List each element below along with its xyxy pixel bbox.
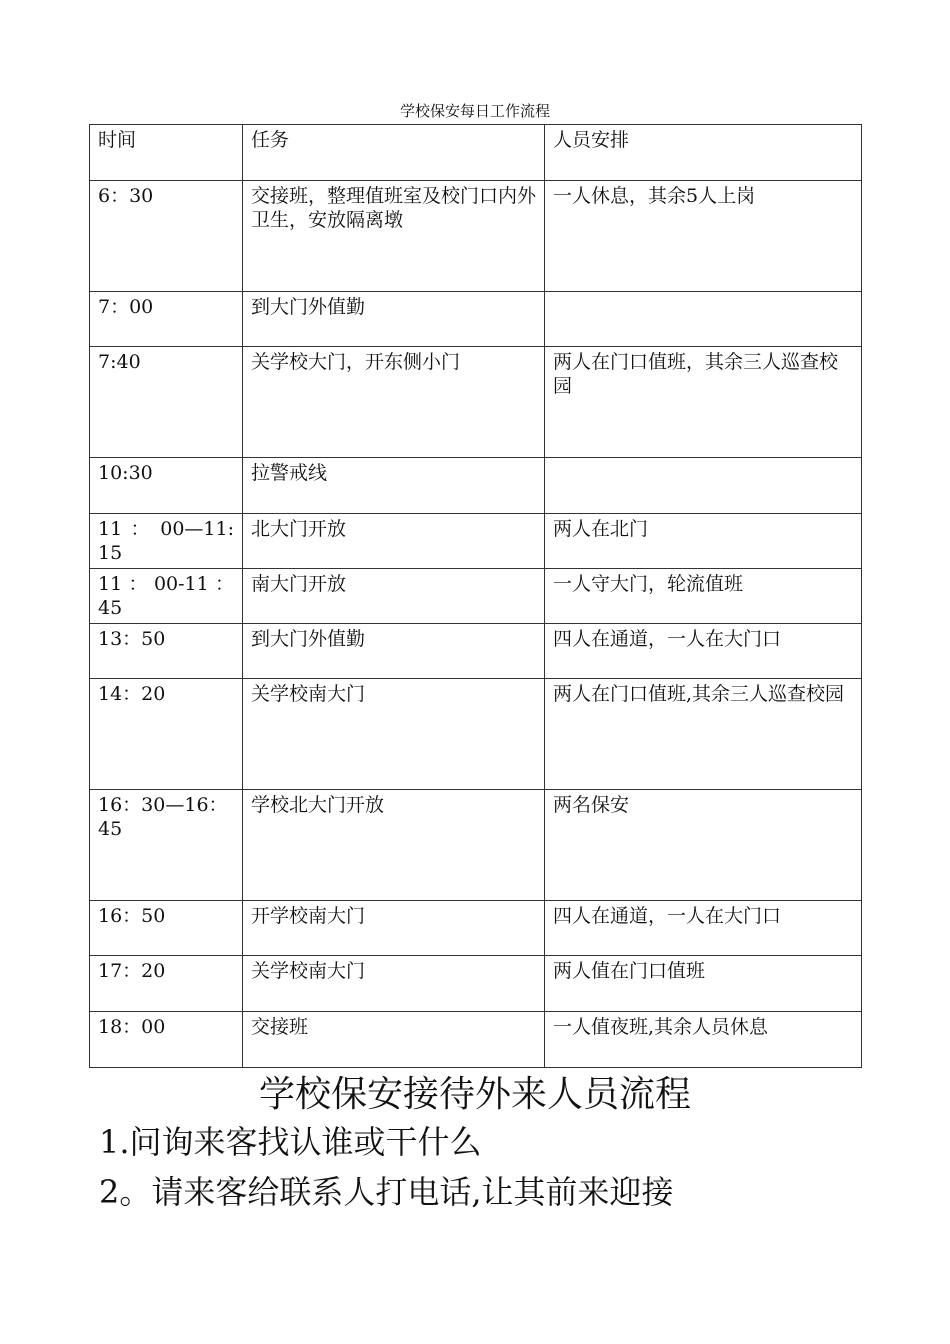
row-task: 到大门外值勤	[243, 292, 545, 347]
row-staff: 四人在通道，一人在大门口	[545, 901, 862, 956]
row-time: 6：30	[90, 181, 243, 292]
row-task: 北大门开放	[243, 514, 545, 569]
table-row	[90, 514, 862, 569]
row-task: 交接班，整理值班室及校门口内外卫生，安放隔离墩	[243, 181, 545, 292]
table-row	[90, 624, 862, 679]
row-staff	[545, 458, 862, 514]
row-staff	[545, 292, 862, 347]
table-row	[90, 790, 862, 901]
row-time: 11 ： 00-11 ：45	[90, 569, 243, 624]
table-row	[90, 292, 862, 347]
table-header-row	[90, 125, 862, 181]
table-row	[90, 458, 862, 514]
table-row	[90, 569, 862, 624]
table-row	[90, 1012, 862, 1068]
row-task: 关学校南大门	[243, 956, 545, 1012]
row-staff: 两人值在门口值班	[545, 956, 862, 1012]
row-staff: 一人休息，其余5人上岗	[545, 181, 862, 292]
header-time: 时间	[90, 125, 243, 181]
table-row	[90, 956, 862, 1012]
header-task: 任务	[243, 125, 545, 181]
row-time: 10:30	[90, 458, 243, 514]
schedule-table	[89, 124, 862, 1068]
row-task: 交接班	[243, 1012, 545, 1068]
row-time: 7:40	[90, 347, 243, 458]
step-2: 2。请来客给联系人打电话,让其前来迎接	[99, 1173, 674, 1211]
header-staff: 人员安排	[545, 125, 862, 181]
section-title: 学校保安接待外来人员流程	[258, 1074, 691, 1115]
row-staff: 两人在北门	[545, 514, 862, 569]
row-staff: 两人在门口值班，其余三人巡查校园	[545, 347, 862, 458]
step-1: 1.问询来客找认谁或干什么	[99, 1123, 482, 1161]
row-time: 18：00	[90, 1012, 243, 1068]
row-staff: 一人值夜班,其余人员休息	[545, 1012, 862, 1068]
row-staff: 四人在通道，一人在大门口	[545, 624, 862, 679]
row-time: 13：50	[90, 624, 243, 679]
row-task: 开学校南大门	[243, 901, 545, 956]
row-time: 17：20	[90, 956, 243, 1012]
row-time: 7：00	[90, 292, 243, 347]
row-staff: 一人守大门，轮流值班	[545, 569, 862, 624]
row-time: 16：50	[90, 901, 243, 956]
row-time: 16：30—16：45	[90, 790, 243, 901]
row-task: 学校北大门开放	[243, 790, 545, 901]
table-row	[90, 181, 862, 292]
page-title: 学校保安每日工作流程	[399, 102, 550, 120]
row-task: 关学校大门，开东侧小门	[243, 347, 545, 458]
table-row	[90, 901, 862, 956]
row-task: 南大门开放	[243, 569, 545, 624]
row-task: 到大门外值勤	[243, 624, 545, 679]
table-row	[90, 679, 862, 790]
row-staff: 两名保安	[545, 790, 862, 901]
row-staff: 两人在门口值班,其余三人巡查校园	[545, 679, 862, 790]
row-time: 14：20	[90, 679, 243, 790]
row-time: 11 ： 00—11:15	[90, 514, 243, 569]
table-row	[90, 347, 862, 458]
row-task: 关学校南大门	[243, 679, 545, 790]
row-task: 拉警戒线	[243, 458, 545, 514]
